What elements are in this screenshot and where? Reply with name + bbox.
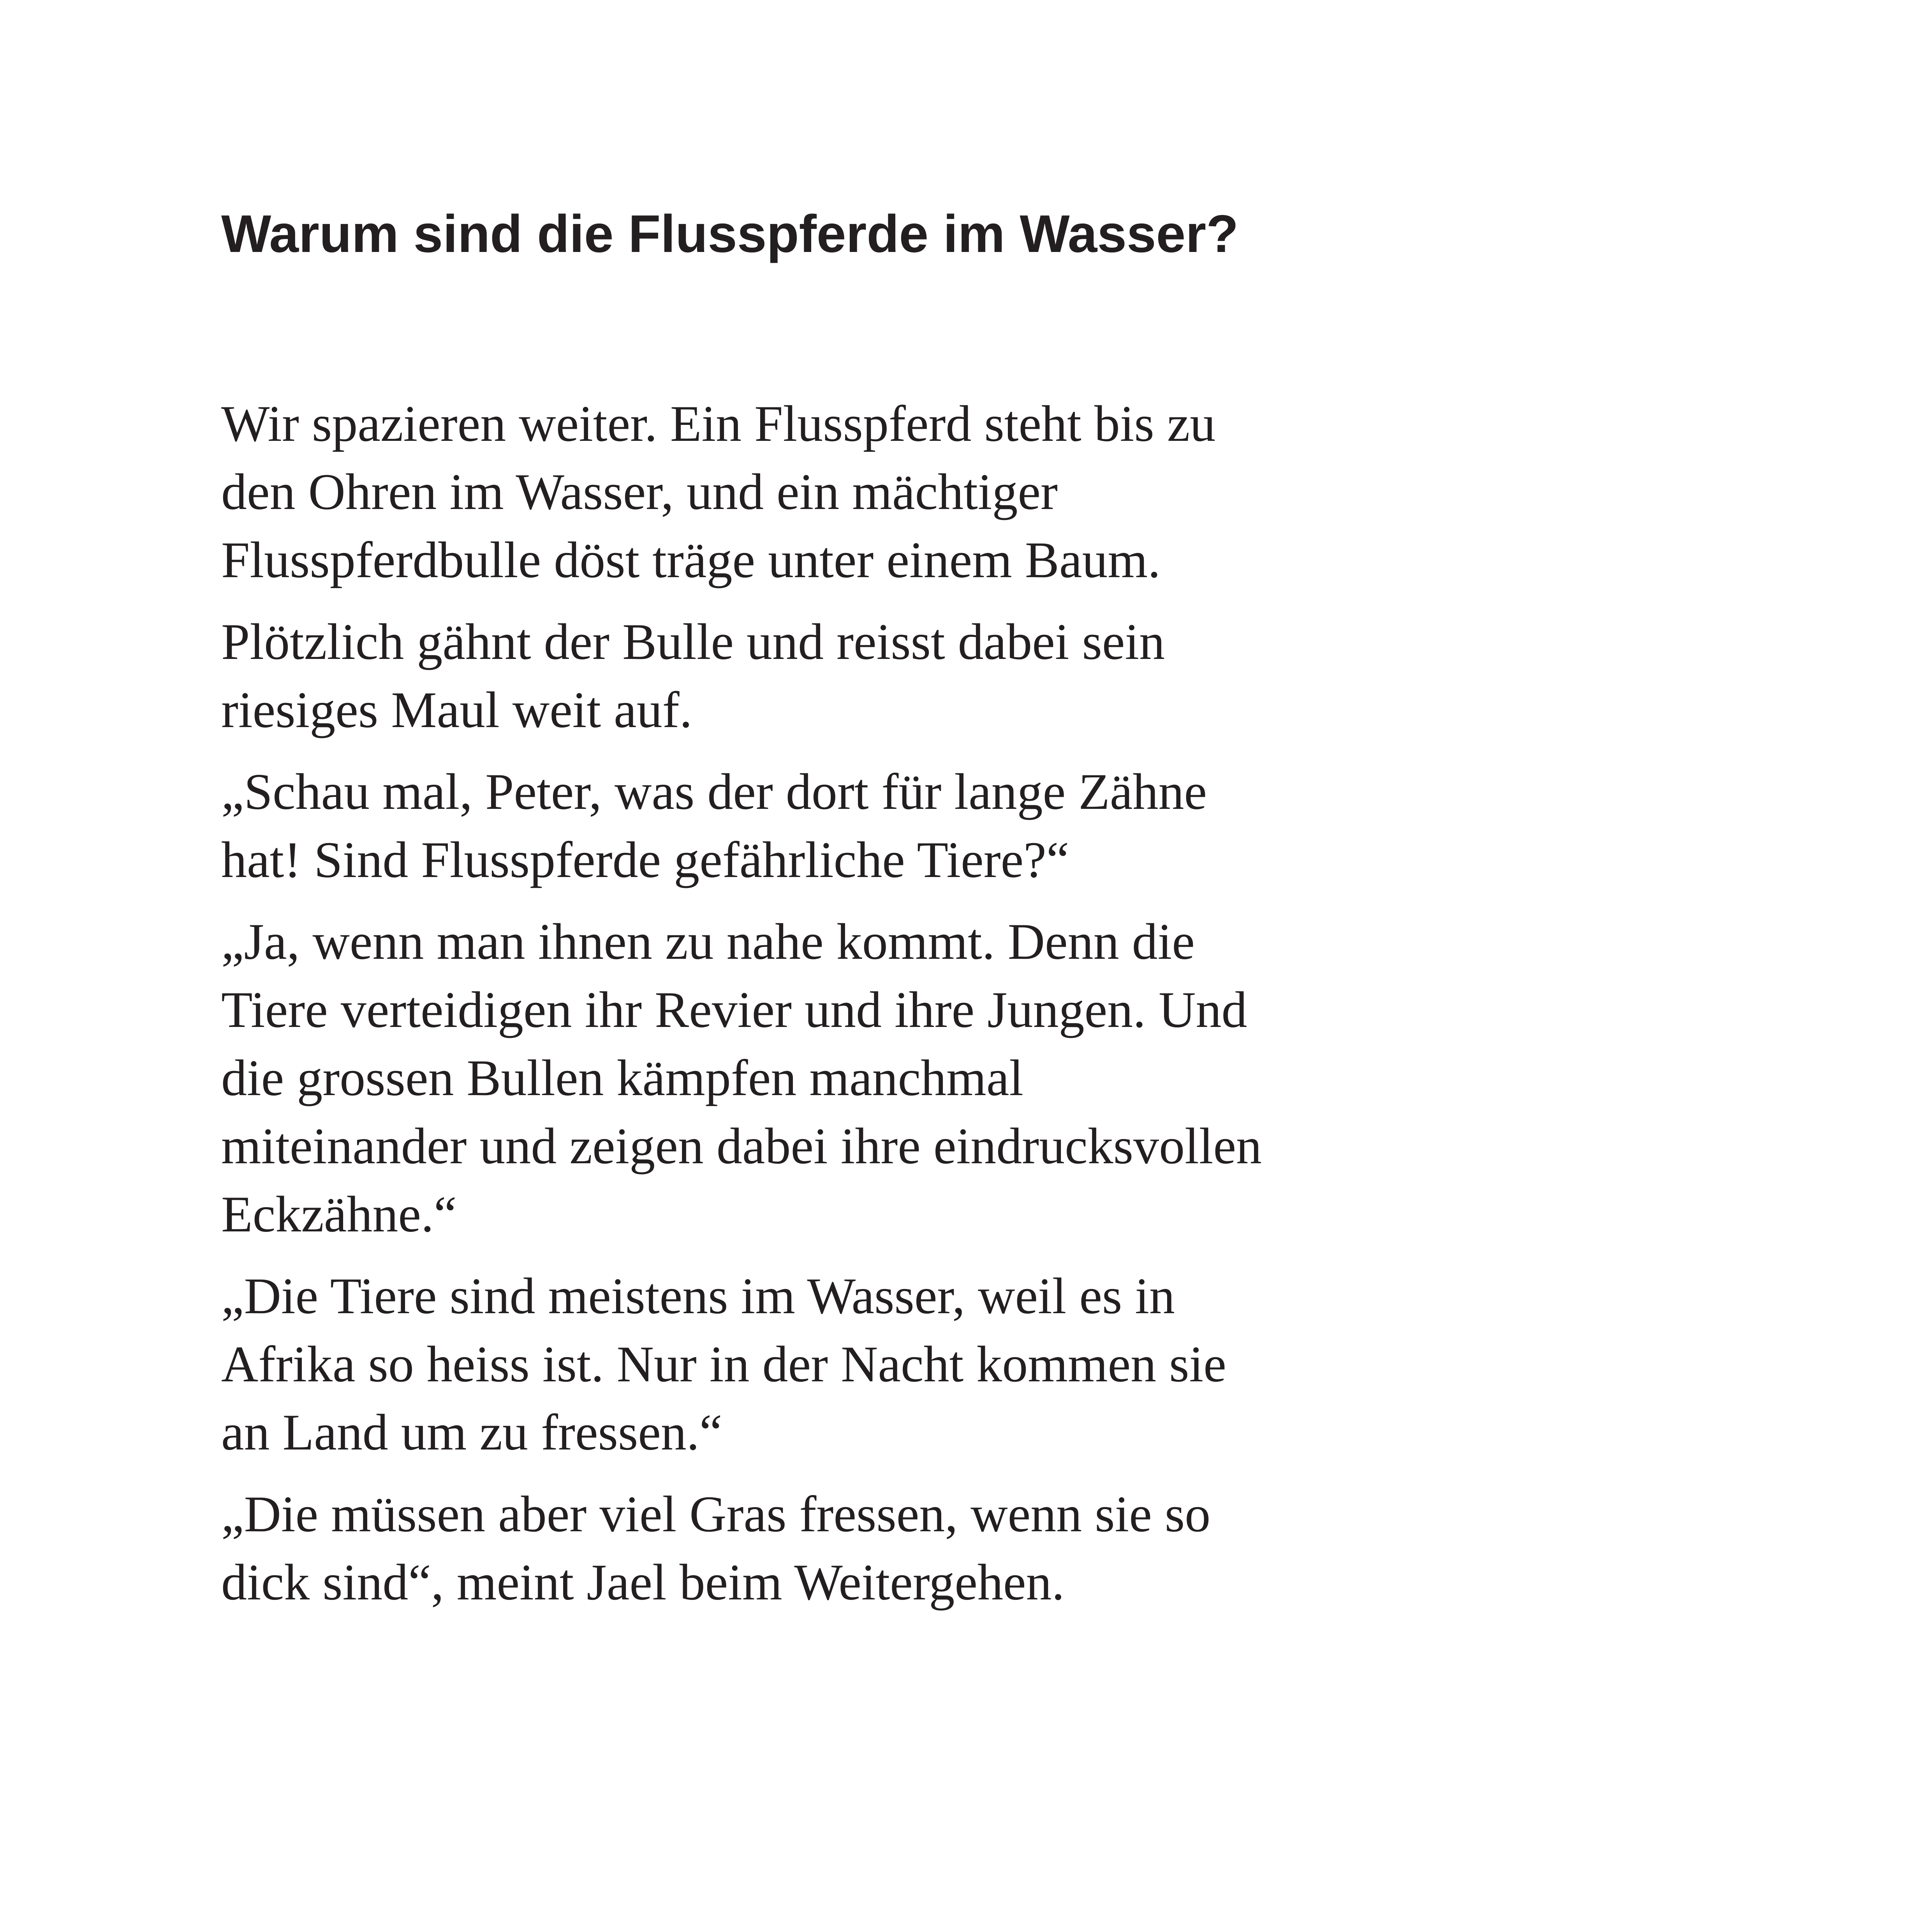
paragraph-2 (221, 608, 1319, 744)
page-title: Warum sind die Flusspferde im Wasser? (221, 204, 1239, 263)
text-line: miteinander und zeigen dabei ihre eindrucksvollen (221, 1117, 1262, 1175)
text-line: „Ja, wenn man ihnen zu nahe kommt. Denn die (221, 913, 1195, 970)
text-line: riesiges Maul weit auf. (221, 681, 692, 738)
paragraph-5 (221, 1262, 1319, 1466)
paragraph-6 (221, 1480, 1319, 1616)
text-line: „Die Tiere sind meistens im Wasser, weil es in (221, 1267, 1175, 1324)
text-line: an Land um zu fressen.“ (221, 1404, 722, 1461)
text-line: Afrika so heiss ist. Nur in der Nacht kommen sie (221, 1335, 1226, 1393)
text-line: dick sind“, meint Jael beim Weitergehen. (221, 1553, 1065, 1611)
paragraph-4 (221, 907, 1319, 1248)
paragraph-1 (221, 389, 1319, 594)
text-line: hat! Sind Flusspferde gefährliche Tiere?“ (221, 831, 1069, 888)
text-line: Eckzähne.“ (221, 1185, 457, 1243)
text-line: „Die müssen aber viel Gras fressen, wenn sie so (221, 1485, 1211, 1543)
story-text (221, 389, 1319, 1630)
text-line: die grossen Bullen kämpfen manchmal (221, 1049, 1024, 1106)
text-line: Wir spazieren weiter. Ein Flusspferd steht bis zu (221, 395, 1216, 452)
text-line: den Ohren im Wasser, und ein mächtiger (221, 463, 1058, 520)
text-line: Flusspferdbulle döst träge unter einem Baum. (221, 531, 1161, 588)
paragraph-3 (221, 757, 1319, 894)
text-line: „Schau mal, Peter, was der dort für lange Zähne (221, 763, 1207, 820)
text-line: Tiere verteidigen ihr Revier und ihre Jungen. Und (221, 981, 1247, 1038)
text-line: Plötzlich gähnt der Bulle und reisst dabei sein (221, 613, 1165, 670)
